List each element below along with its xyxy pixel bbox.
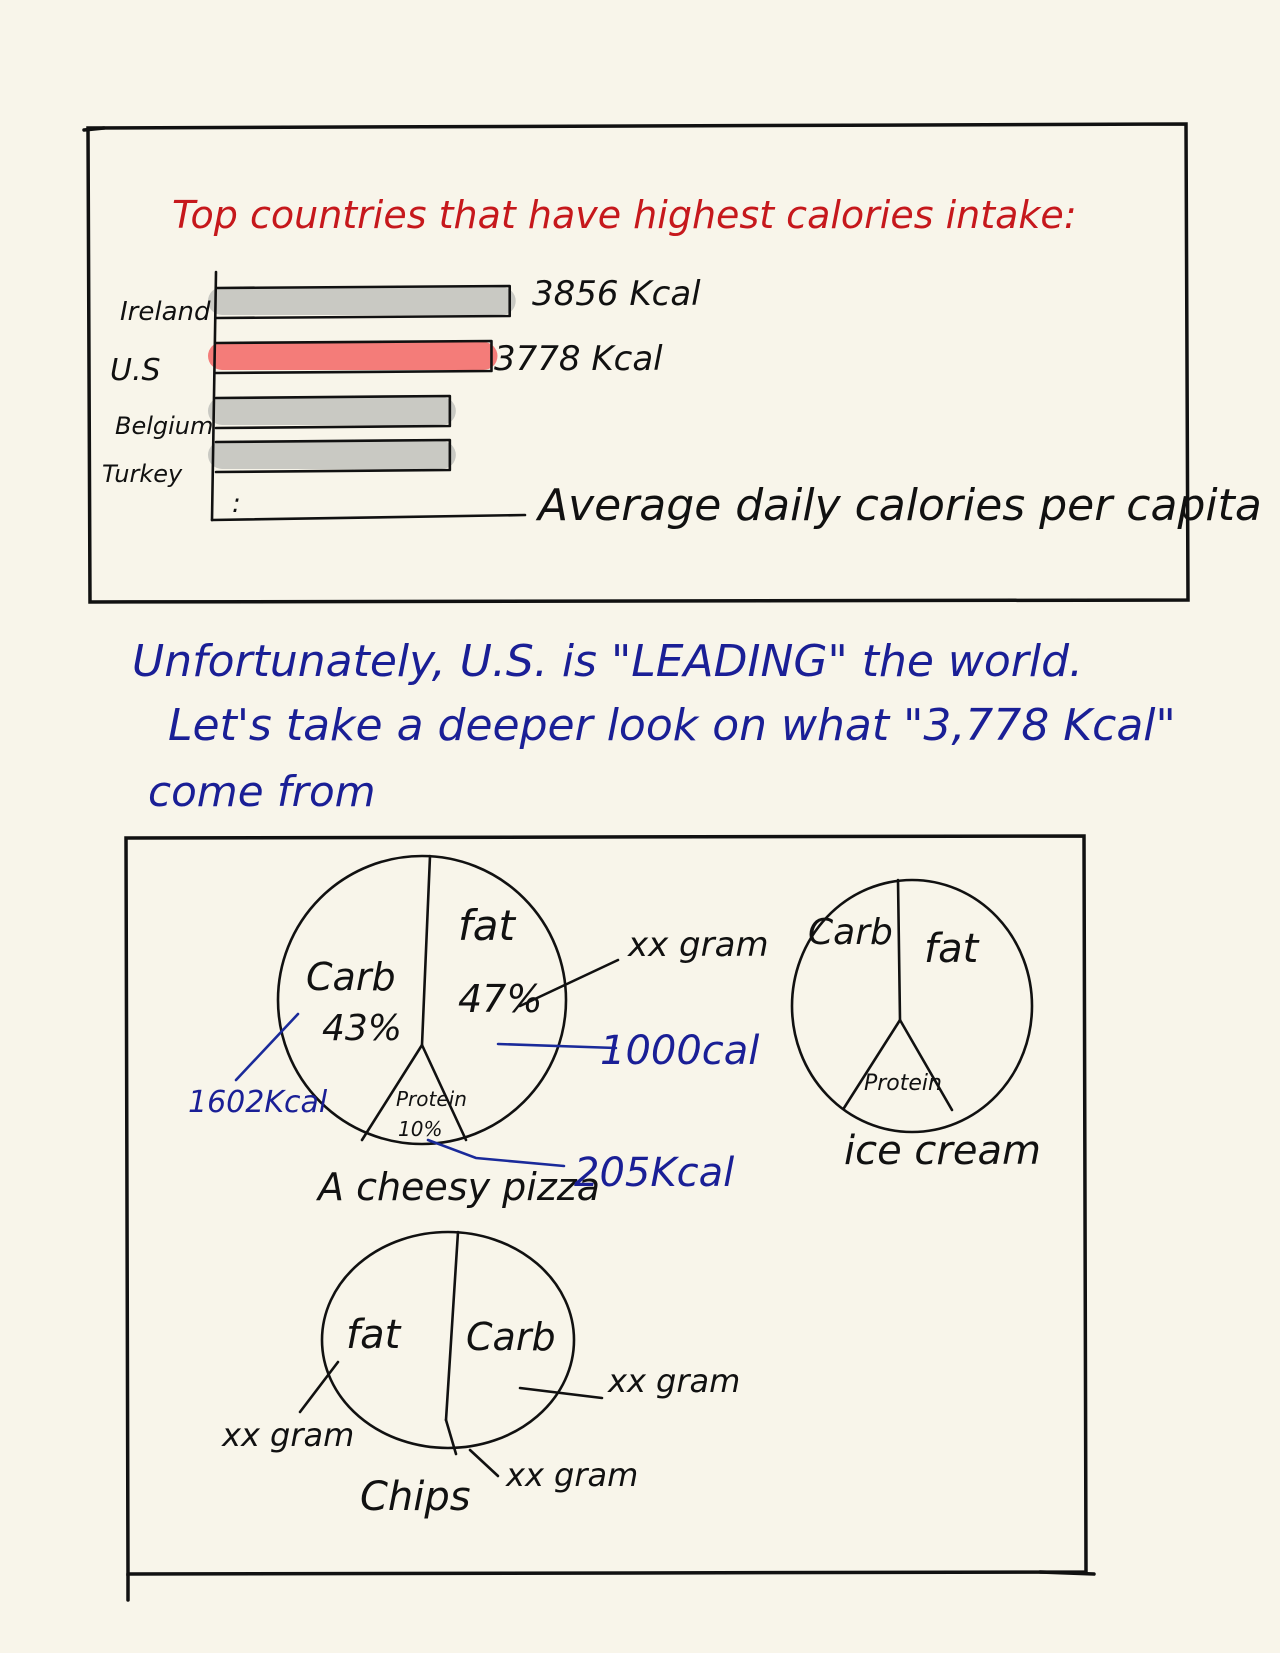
pizza-divider-carb-fat xyxy=(422,856,430,1045)
chips-carb-gram: xx gram xyxy=(608,1362,741,1400)
pizza-carb-label: Carb xyxy=(306,955,396,999)
bar-fill-2 xyxy=(208,397,456,425)
commentary-line-3: come from xyxy=(148,767,376,816)
value-label-ireland: 3856 Kcal xyxy=(532,274,701,314)
commentary xyxy=(132,636,1176,816)
bar-fill-0 xyxy=(208,287,516,315)
pizza-protein-label: Protein xyxy=(396,1087,467,1111)
pizza-name: A cheesy pizza xyxy=(318,1165,601,1209)
food-breakdown-panel xyxy=(126,836,1094,1600)
bar-chart-panel xyxy=(84,124,1262,602)
commentary-line-1: Unfortunately, U.S. is "LEADING" the world. xyxy=(132,636,1084,687)
chips-divider-fat-carb xyxy=(446,1232,458,1420)
pizza-carb-kcal: 1602Kcal xyxy=(188,1085,328,1120)
chips-fat-gram-leader xyxy=(300,1362,338,1412)
pizza-carb-kcal-leader xyxy=(236,1014,298,1080)
pizza-protein-kcal: 205Kcal xyxy=(574,1150,735,1196)
pizza-protein-pct: 10% xyxy=(398,1117,443,1141)
category-label-turkey: Turkey xyxy=(102,460,183,488)
chips-protein-gram: xx gram xyxy=(506,1456,639,1494)
bar-group xyxy=(208,286,516,472)
chips-name: Chips xyxy=(360,1474,471,1520)
pizza-fat-gram: xx gram xyxy=(628,925,769,965)
category-label-us: U.S xyxy=(110,353,161,388)
commentary-line-2: Let's take a deeper look on what "3,778 Kcal" xyxy=(168,700,1176,751)
pizza-fat-label: fat xyxy=(458,901,515,950)
ice-cream-fat-label: fat xyxy=(924,926,979,972)
category-label-belgium: Belgium xyxy=(115,412,214,440)
ice-cream-protein-slice xyxy=(844,1020,952,1110)
value-label-us: 3778 Kcal xyxy=(494,339,663,379)
chips-pie xyxy=(221,1232,740,1520)
chips-carb-label: Carb xyxy=(466,1315,556,1359)
x-axis-label: Average daily calories per capita xyxy=(538,480,1262,531)
pizza-fat-kcal: 1000cal xyxy=(600,1028,760,1074)
ice-cream-divider-carb-fat xyxy=(898,880,900,1020)
pizza-protein-kcal-leader xyxy=(428,1140,564,1166)
chips-protein-gram-leader xyxy=(470,1450,498,1476)
bar-fill-1 xyxy=(208,342,497,370)
x-axis xyxy=(212,515,525,520)
chips-fat-label: fat xyxy=(346,1312,401,1358)
bar-fill-3 xyxy=(208,441,456,469)
ice-cream-carb-label: Carb xyxy=(808,912,893,953)
pizza-pie xyxy=(188,856,769,1209)
pizza-carb-pct: 43% xyxy=(322,1008,403,1049)
ice-cream-name: ice cream xyxy=(844,1128,1041,1174)
chart-title: Top countries that have highest calories intake: xyxy=(172,193,1077,237)
pizza-fat-pct: 47% xyxy=(458,977,543,1021)
chips-fat-gram: xx gram xyxy=(222,1416,355,1454)
ice-cream-pie xyxy=(792,880,1041,1174)
category-label-ireland: Ireland xyxy=(120,297,211,327)
ice-cream-protein-label: Protein xyxy=(864,1071,942,1096)
more-marker: : xyxy=(232,489,241,519)
